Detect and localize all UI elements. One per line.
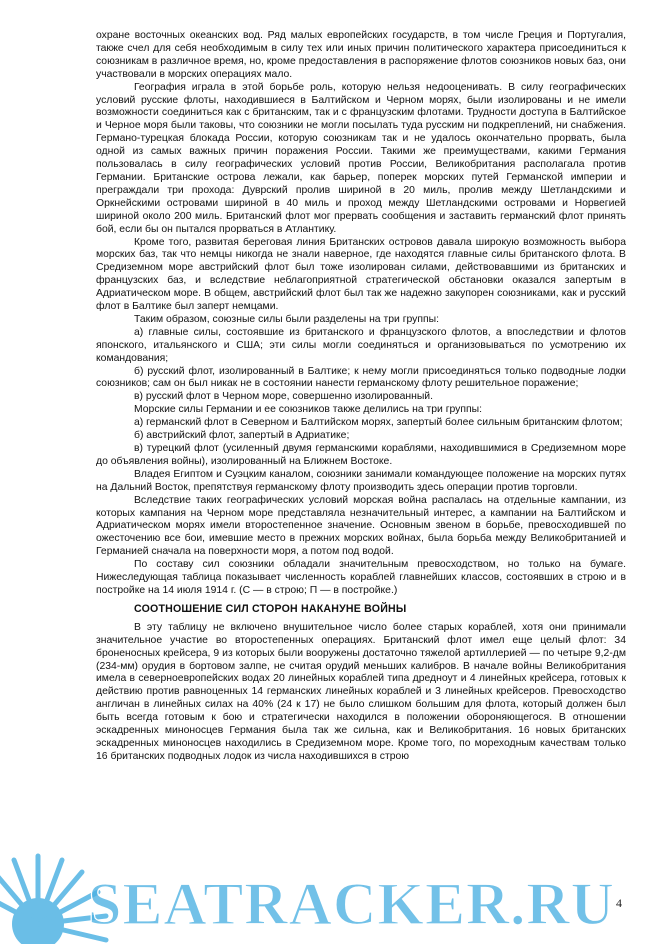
list-item: в) русский флот в Черном море, совершенно изолированный.	[134, 391, 433, 403]
paragraph: Морские силы Германии и ее союзников также делились на три группы:	[134, 404, 482, 416]
watermark-footer	[0, 850, 670, 944]
paragraph: Таким образом, союзные силы были разделены на три группы:	[134, 313, 439, 325]
paragraph: В эту таблицу не включено внушительное число более старых кораблей, хотя они принимали значительное участие во второстепенных операциях. Британский флот имел еще целый флот: 34 броненосных крейсера, 9 из которых были вооружены достаточно тяжелой артиллерией — по четыре 9,2-дм (234-мм) орудия в бортовом залпе, не считая орудий меньших калибров. В начале войны Великобритания имела в северноевропейских водах 20 линейных кораблей типа дредноут и 4 линейных крейсера, готовых к действию против равноценных 14 германских линейных кораблей и 3 линейных крейсеров. Превосходство англичан в линейных силах на 40% (24 к 17) не было слишком большим для флота, который должен был быть всегда готовым к бою и стратегически находился в положении обороняющегося. В отношении эскадренных миноносцев Германия была так же сильна, как и Великобритания. 16 новых британских эскадренных миноносцев находились в Средиземном море. Кроме того, по мореходным качествам только 16 британских подводных лодок из числа находившихся в строю	[96, 621, 626, 762]
list-item: а) германский флот в Северном и Балтийском морях, запертый более сильным британским флотом;	[134, 417, 623, 429]
paragraph: Кроме того, развитая береговая линия Британских островов давала широкую возможность выбора морских баз, так что немцы никогда не знали наверное, где находятся главные силы британского флота. В Средиземном море австрийский флот был тоже изолирован силами, действовавшими из британских и французских баз, и вследствие неблагоприятной стратегической обстановки оказался запертым в Адриатическом море. В общем, австрийский флот был так же надежно закупорен союзниками, как и русский флот в Балтике был заперт немцами.	[96, 236, 626, 313]
page-number: 4	[616, 896, 622, 910]
paragraph: Владея Египтом и Суэцким каналом, союзники занимали командующее положение на морских путях на Дальний Восток, препятствуя германскому флоту производить здесь операции против торговли.	[96, 468, 626, 493]
paragraph: Вследствие таких географических условий морская война распалась на отдельные кампании, из которых кампания на Черном море представляла незначительный интерес, а кампании на Балтийском и Адриатическом морях имели второстепенное значение. Основным звеном в борьбе, превосходившей по ожесточению все бои, имевшие место в прежних морских войнах, была борьба между Великобританией и Германией сначала на поверхности моря, а потом под водой.	[96, 494, 626, 558]
list-item: а) главные силы, состоявшие из британского и французского флотов, а впоследствии и флотов японского, итальянского и США; эти силы могли соединяться и организовываться по усмотрению их командования;	[96, 326, 626, 364]
paragraph: охране восточных океанских вод. Ряд малых европейских государств, в том числе Греция и Португалия, также счел для себя необходимым в силу тех или иных причин политического характера присоединиться к союзникам в различное время, но, кроме предоставления в распоряжение флотов союзников новых баз, они участвовали в морских операциях мало.	[96, 30, 626, 80]
watermark-text: SEATRACKER.RU	[88, 871, 615, 937]
list-item: б) русский флот, изолированный в Балтике; к нему могли присоединяться только подводные лодки союзников; сам он был никак не в состоянии нанести германскому флоту решительное поражение;	[96, 365, 626, 390]
section-heading: СООТНОШЕНИЕ СИЛ СТОРОН НАКАНУНЕ ВОЙНЫ	[134, 602, 407, 615]
paragraph: По составу сил союзники обладали значительным превосходством, но только на бумаге. Нижеследующая таблица показывает численность кораблей главнейших классов, состоявших в строю и в постройке на 14 июля 1914 г. (С — в строю; П — в постройке.)	[96, 559, 626, 596]
list-item: б) австрийский флот, запертый в Адриатике;	[134, 430, 350, 442]
list-item: в) турецкий флот (усиленный двумя германскими кораблями, находившимися в Средиземном море до объявления войны), изолированный на Ближнем Востоке.	[96, 443, 626, 467]
paragraph: География играла в этой борьбе роль, которую нельзя недооценивать. В силу географических условий русские флоты, находившиеся в Балтийском и Черном морях, были изолированы и не имели возможности соединиться как с британским, так и с французским флотами. Трудности доступа в Балтийское и Черное моря были таковы, что союзники не могли посылать туда русским ни подкреплений, ни снабжения. Германо-турецкая блокада России, которую союзникам так и не удалось окончательно прорвать, была одной из самых важных причин поражения России. Такими же преимуществами, какими Германия пользовалась в силу географических условий против России, Великобритания располагала против Германии. Британские острова лежали, как барьер, поперек морских путей Германской империи и преграждали три прохода: Дуврский пролив шириной в 20 миль, пролив между Шетландскими и Оркнейскими островами шириной в 40 миль и проход между Шетландскими островами и Норвегией шириной около 200 миль. Британский флот мог прервать сообщения и заставить германский флот принять бой, если бы он пытался прорваться в Атлантику.	[96, 81, 626, 235]
document-body	[96, 30, 626, 764]
